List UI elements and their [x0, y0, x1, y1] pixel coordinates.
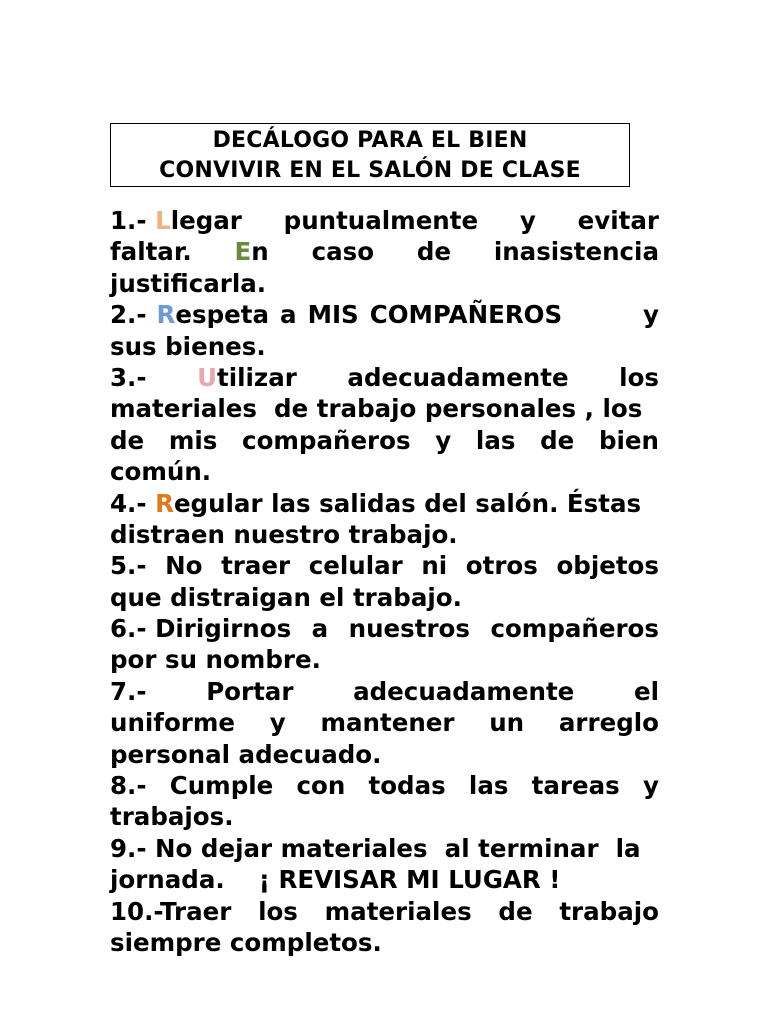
word: adecuadamente	[353, 676, 575, 706]
rule-2-line-2: sus bienes.	[110, 331, 266, 361]
word: mis	[168, 425, 218, 455]
word: a	[311, 614, 329, 644]
word: y	[642, 771, 659, 801]
rules-list	[110, 205, 659, 958]
rule-9-line-2: jornada. ¡ REVISAR MI LUGAR !	[110, 865, 561, 895]
rule-1-line-2	[110, 236, 659, 267]
rule-10-line-1	[110, 896, 659, 927]
rule-7-line-2	[110, 707, 659, 738]
word: caso	[311, 237, 375, 267]
word: y	[435, 425, 452, 455]
word: las	[468, 771, 509, 801]
rule-3-line-3	[110, 425, 659, 456]
word: 7.-	[110, 676, 147, 706]
word: un	[489, 708, 525, 738]
word: compañeros	[242, 425, 411, 455]
rule-3-line-4: común.	[110, 457, 212, 487]
rule-7-line-3: personal adecuado.	[110, 739, 382, 769]
rule-1-initial-E: E	[234, 237, 252, 267]
word: puntualmente	[283, 206, 479, 235]
rule-4-line-2: distraen nuestro trabajo.	[110, 519, 458, 549]
word: celular	[308, 551, 403, 581]
rule-8-line-1	[110, 770, 659, 801]
word: COMPAÑEROS	[369, 300, 563, 330]
word: faltar.	[110, 237, 192, 267]
rule-3-line-2: materiales de trabajo personales , los	[110, 394, 643, 424]
word: objetos	[556, 551, 659, 581]
word: tareas	[531, 771, 620, 801]
rule-1-initial-L: L	[155, 206, 171, 235]
word: los	[619, 362, 659, 392]
word: Cumple	[169, 771, 274, 801]
title-line-1: DECÁLOGO PARA EL BIEN	[212, 128, 528, 153]
rule-1-initial-E-phrase: En	[234, 237, 269, 267]
word: de	[540, 425, 575, 455]
word: a	[280, 300, 297, 330]
title-line-2: CONVIVIR EN EL SALÓN DE CLASE	[159, 158, 581, 183]
rule-7-line-1	[110, 676, 659, 707]
title-box	[110, 123, 630, 187]
word: el	[633, 676, 659, 706]
rule-3-initial-U: U	[197, 362, 218, 392]
word: materiales	[324, 896, 472, 926]
word: y	[269, 708, 286, 738]
word: con	[296, 771, 346, 801]
rule-2-line-1	[110, 299, 659, 330]
rule-5-line-2: que distraigan el trabajo.	[110, 582, 462, 612]
word: traer	[221, 551, 291, 581]
word: No	[165, 551, 203, 581]
word: uniforme	[110, 708, 236, 738]
word: 10.-Traer	[110, 896, 232, 926]
word: bien	[598, 425, 659, 455]
word: compañeros	[490, 614, 659, 644]
rule-4-initial-R: R	[155, 488, 174, 518]
rule-1-line-3: justificarla.	[110, 268, 267, 298]
word: todas	[368, 771, 446, 801]
word: y	[643, 300, 659, 330]
word: nuestros	[348, 614, 470, 644]
rule-3-initial-U-phrase: Utilizar	[197, 362, 297, 392]
word: 3.-	[110, 362, 147, 392]
word: arreglo	[558, 708, 659, 738]
rule-1-line-1	[110, 205, 659, 236]
word: mantener	[320, 708, 455, 738]
rule-6-line-1	[110, 613, 659, 644]
word: de	[110, 425, 145, 455]
word: adecuadamente	[347, 362, 569, 392]
rule-6-line-2: por su nombre.	[110, 645, 321, 675]
word: inasistencia	[493, 237, 659, 267]
word: otros	[465, 551, 538, 581]
word: 8.-	[110, 771, 147, 801]
word: de	[416, 237, 452, 267]
word: de	[498, 896, 533, 926]
rule-4-line-1: 4.- Regular las salidas del salón. Éstas	[110, 488, 642, 518]
word: 5.-	[110, 551, 147, 581]
word: MIS	[307, 300, 359, 330]
word: 2.-	[110, 300, 147, 330]
word: Portar	[206, 676, 294, 706]
rule-8-line-2: trabajos.	[110, 802, 234, 832]
word: ni	[421, 551, 448, 581]
rule-2-initial-R: R	[156, 300, 176, 330]
word: los	[258, 896, 298, 926]
word: las	[475, 425, 516, 455]
word: trabajo	[559, 896, 659, 926]
rule-3-line-1	[110, 362, 659, 393]
word: evitar	[577, 206, 659, 235]
word: y	[519, 206, 536, 235]
rule-10-line-2: siempre completos.	[110, 927, 382, 957]
rule-5-line-1	[110, 550, 659, 581]
rule-9-line-1: 9.- No dejar materiales al terminar la	[110, 833, 641, 863]
rule-1-number-phrase: 1.- Llegar	[110, 206, 242, 235]
word: 6.- Dirigirnos	[110, 614, 292, 644]
word: espeta	[175, 300, 270, 330]
